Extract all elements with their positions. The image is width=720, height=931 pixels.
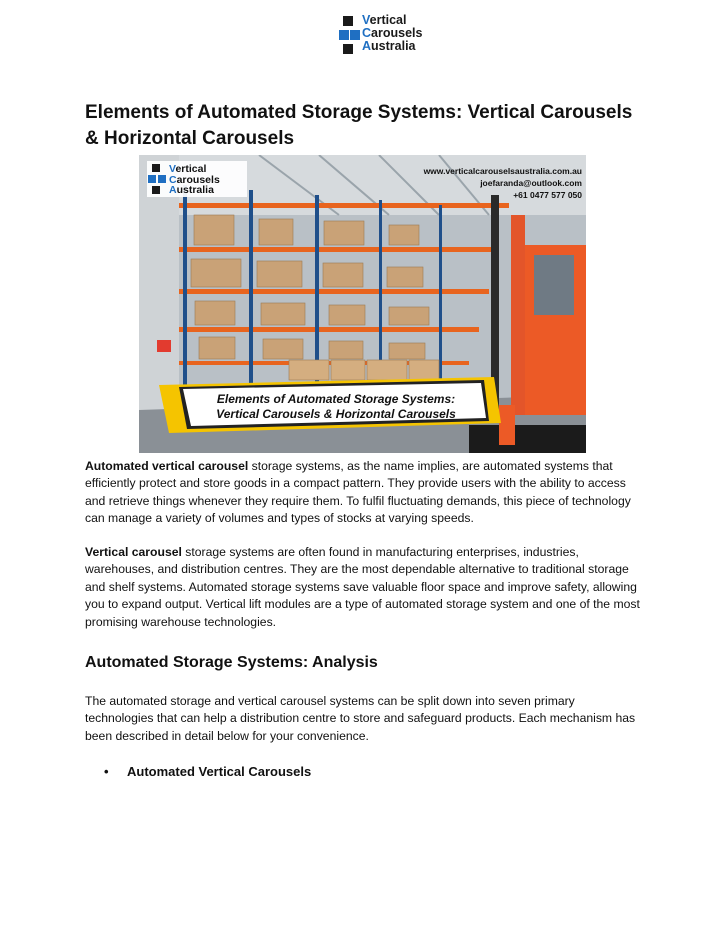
company-logo [338, 14, 448, 56]
bullet-icon: • [104, 764, 109, 779]
hero-logo-wordmark: Vertical Carousels Australia [169, 163, 220, 196]
hero-phone: +61 0477 577 050 [513, 190, 582, 200]
paragraph-vertical-carousel [85, 544, 645, 631]
logo-square-icon [152, 164, 160, 172]
hero-banner-line1: Elements of Automated Storage Systems: [216, 392, 456, 406]
page-title: Elements of Automated Storage Systems: Vertical Carousels & Horizontal Carousels [85, 102, 633, 149]
section-heading: Automated Storage Systems: Analysis [85, 654, 378, 671]
hero-logo [147, 161, 247, 197]
logo-square-icon [148, 175, 156, 183]
logo-square-icon [343, 16, 353, 26]
logo-wordmark: Vertical Carousels Australia [362, 13, 423, 53]
paragraph-intro-bold: Automated vertical carousel [85, 459, 249, 473]
hero-email: joefaranda@outlook.com [480, 178, 582, 188]
logo-square-icon [158, 175, 166, 183]
paragraph-vertical-carousel-bold: Vertical carousel [85, 545, 182, 559]
hero-banner-line2: Vertical Carousels & Horizontal Carousels [216, 407, 456, 421]
hero-banner-text [191, 392, 481, 422]
logo-square-icon [152, 186, 160, 194]
paragraph-vertical-carousel-text: storage systems are often found in manufacturing enterprises, industries, warehouses, and distribution centres. They are the most dependable alternative to traditional storage and shelf systems. Automated storage systems save valuable floor space and improve safety, allowing you to expand output. Vertical lift modules are a type of automated storage system and one of the most promising warehouse technologies. [85, 545, 640, 629]
hero-contact-info [424, 165, 582, 201]
paragraph-intro-text: storage systems, as the name implies, are automated systems that efficiently protect and store goods in a compact pattern. They provide users with the ability to access and retrieve things whenever they require them. To fulfil fluctuating demands, this piece of technology can manage a variety of volumes and types of stocks at varying speeds. [85, 459, 631, 526]
hero-image [139, 155, 586, 453]
logo-square-icon [339, 30, 349, 40]
bullet-label: Automated Vertical Carousels [127, 764, 312, 779]
hero-website: www.verticalcarouselsaustralia.com.au [423, 166, 582, 176]
paragraph-intro [85, 458, 645, 528]
logo-square-icon [343, 44, 353, 54]
logo-square-icon [350, 30, 360, 40]
paragraph-analysis: The automated storage and vertical carousel systems can be split down into seven primary technologies that can help a distribution centre to store and safeguard products. Each mechanism has been described in detail below for your convenience. [85, 694, 636, 743]
